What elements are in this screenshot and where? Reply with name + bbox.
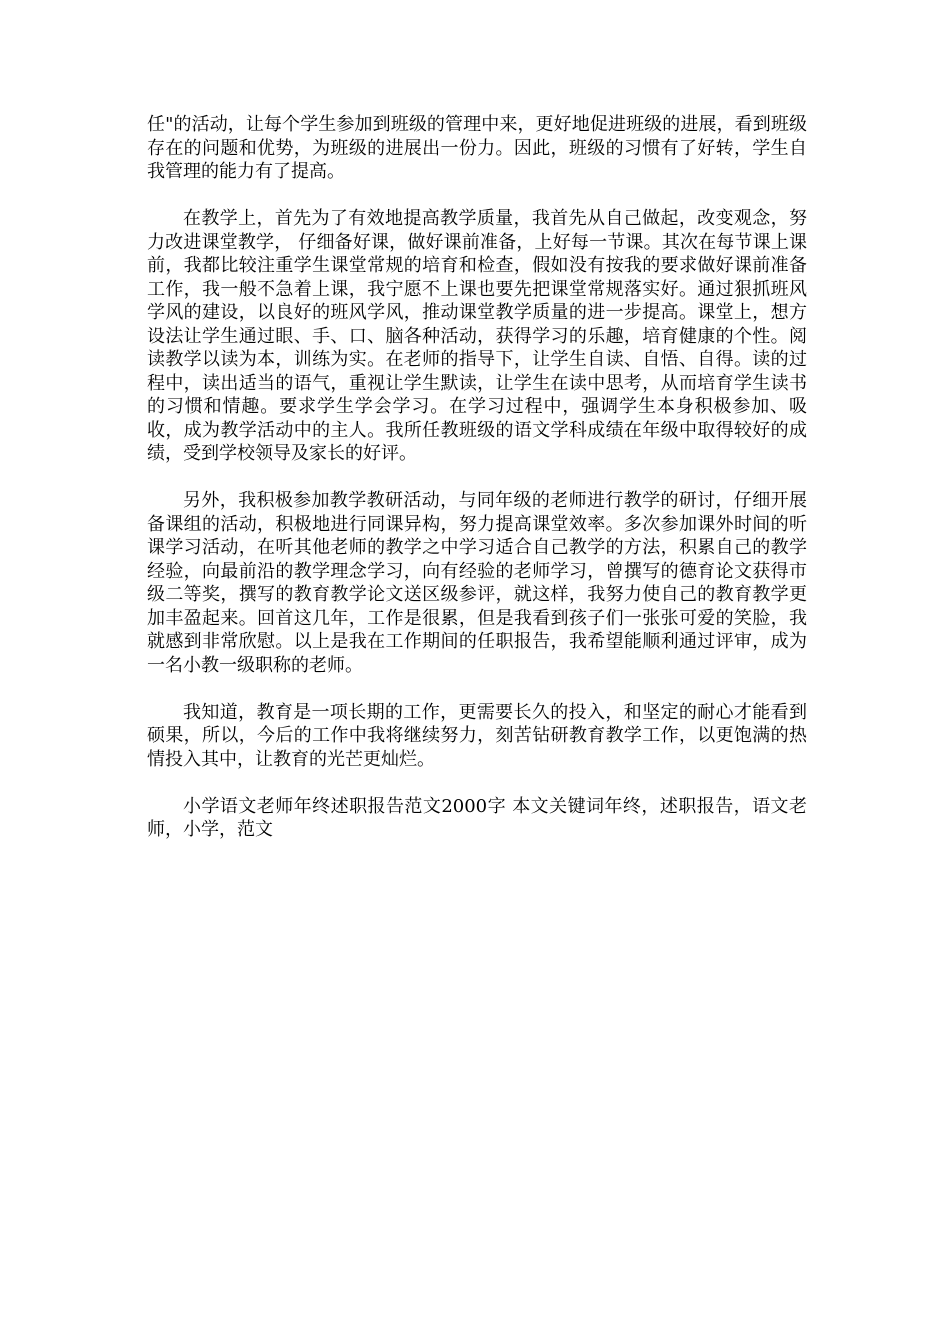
paragraph-research-activities: 另外，我积极参加教学教研活动，与同年级的老师进行教学的研讨，仔细开展备课组的活动，积极地进行同课异构，努力提高课堂效率。多次参加课外时间的听课学习活动，在听其他老师的教学之中学习适合自己教学的方法，积累自己的教学经验，向最前沿的教学理念学习，向有经验的老师学习，曾撰写的德育论文获得市级二等奖，撰写的教育教学论文送区级参评，就这样，我努力使自己的教育教学更加丰盈起来。回首这几年，工作是很累，但是我看到孩子们一张张可爱的笑脸，我就感到非常欣慰。以上是我在工作期间的任职报告，我希望能顺利通过评审，成为一名小教一级职称的老师。 [147, 490, 807, 676]
paragraph-keywords: 小学语文老师年终述职报告范文2000字 本文关键词年终，述职报告，语文老师，小学，范文 [147, 795, 807, 840]
paragraph-teaching: 在教学上，首先为了有效地提高教学质量，我首先从自己做起，改变观念，努力改进课堂教学， 仔细备好课，做好课前准备，上好每一节课。其次在每节课上课前，我都比较注重学生课堂常规的培育和检查，假如没有按我的要求做好课前准备工作，我一般不急着上课，我宁愿不上课也要先把课堂常规落实好。通过狠抓班风学风的建设，以良好的班风学风，推动课堂教学质量的进一步提高。课堂上，想方设法让学生通过眼、手、口、脑各种活动，获得学习的乐趣，培育健康的个性。阅读教学以读为本，训练为实。在老师的指导下，让学生自读、自悟、自得。读的过程中，读出适当的语气，重视让学生默读，让学生在读中思考，从而培育学生读书的习惯和情趣。要求学生学会学习。在学习过程中，强调学生本身积极参加、吸收，成为教学活动中的主人。我所任教班级的语文学科成绩在年级中取得较好的成绩，受到学校领导及家长的好评。 [147, 208, 807, 464]
document-body [147, 113, 807, 842]
paragraph-class-management-continuation: 任"的活动，让每个学生参加到班级的管理中来，更好地促进班级的进展，看到班级存在的问题和优势，为班级的进展出一份力。因此，班级的习惯有了好转，学生自我管理的能力有了提高。 [147, 114, 807, 182]
paragraph-future-commitment: 我知道，教育是一项长期的工作，更需要长久的投入，和坚定的耐心才能看到硕果，所以，今后的工作中我将继续努力，刻苦钻研教育教学工作，以更饱满的热情投入其中，让教育的光芒更灿烂。 [147, 701, 807, 770]
